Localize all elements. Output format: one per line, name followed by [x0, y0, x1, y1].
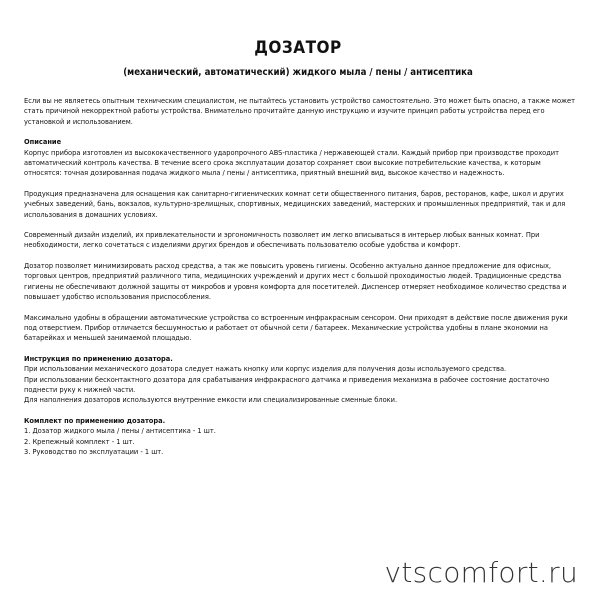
kit-section: [24, 416, 576, 458]
kit-item: 2. Крепежный комплект - 1 шт.: [24, 436, 135, 446]
site-watermark: vtscomfort.ru: [384, 556, 578, 589]
page-title: ДОЗАТОР: [254, 38, 342, 58]
sensor-paragraph: Максимально удобны в обращении автоматические устройства со встроенным инфракрасным сенсором. Они приходят в действие после движения руки под отверстием. Прибор отличается бесшумностью и работает от обычной сети / батареек. Механические устройства удобны в плане экономии на батарейках и меньшей занимаемой площадью.: [24, 312, 568, 343]
kit-item: 3. Руководство по эксплуатации - 1 шт.: [24, 446, 164, 456]
purpose-paragraph: Продукция предназначена для оснащения как санитарно-гигиенических комнат сети общественного питания, баров, ресторанов, кафе, школ и других учебных заведений, бань, вокзалов, культурно-зрелищных, спортивных, медицинских заведений, мастерских и промышленных предприятий, так и для использования в домашних условиях.: [24, 188, 566, 219]
page-subtitle: (механический, автоматический) жидкого мыла / пены / антисептика: [123, 67, 473, 78]
instructions-line: Для наполнения дозаторов используются внутренние емкости или специализированные сменные блоки.: [24, 395, 398, 405]
instructions-line: При использовании механического дозатора следует нажать кнопку или корпус изделия для получения дозы используемого средства.: [24, 364, 507, 374]
description-heading: Описание: [24, 137, 62, 147]
description-section: [24, 137, 576, 179]
economy-paragraph: Дозатор позволяет минимизировать расход средства, а так же повысить уровень гигиены. Особенно актуально данное предложение для офисных, торговых центров, предприятий различного типа, медицинских учреждений и других мест с большой проходимостью людей. Традиционные средства гигиены не обеспечивают должной защиты от микробов и уровня комфорта для посетителей. Диспенсер отмеряет необходимое количество средства и повышает удобство использования приспособления.: [24, 260, 567, 302]
description-text: Корпус прибора изготовлен из высококачественного ударопрочного ABS-пластика / нержавеющей стали. Каждый прибор при производстве проходит автоматический контроль качества. В течение всего срока эксплуатации дозатор сохраняет свои высокие потребительские качества, к которым относятся: точная дозированная подача жидкого мыла / пены / антисептика, приятный внешний вид, высокое качество и надежность.: [24, 147, 559, 178]
instructions-heading: Инструкция по применению дозатора.: [24, 353, 173, 363]
document-body: [24, 96, 576, 467]
instructions-section: [24, 354, 576, 406]
kit-heading: Комплект по применению дозатора.: [24, 415, 166, 425]
intro-paragraph: Если вы не являетесь опытным техническим специалистом, не пытайтесь установить устройство самостоятельно. Это может быть опасно, а также может стать причиной некорректной работы устройства. Внимательно прочитайте данную инструкцию и изучите принцип работы устройства перед его установкой и использованием.: [24, 96, 575, 126]
instructions-line: При использовании бесконтактного дозатора для срабатывания инфракрасного датчика и приведения механизма в рабочее состояние достаточно поднести руку к нижней части.: [24, 374, 550, 394]
design-paragraph: Современный дизайн изделий, их привлекательности и эргономичность позволяет им легко вписываться в интерьер любых ванных комнат. При необходимости, легко сочетаться с изделиями других брендов и обеспечивать пользователю особые удобства и комфорт.: [24, 230, 540, 250]
kit-item: 1. Дозатор жидкого мыла / пены / антисептика - 1 шт.: [24, 426, 216, 436]
